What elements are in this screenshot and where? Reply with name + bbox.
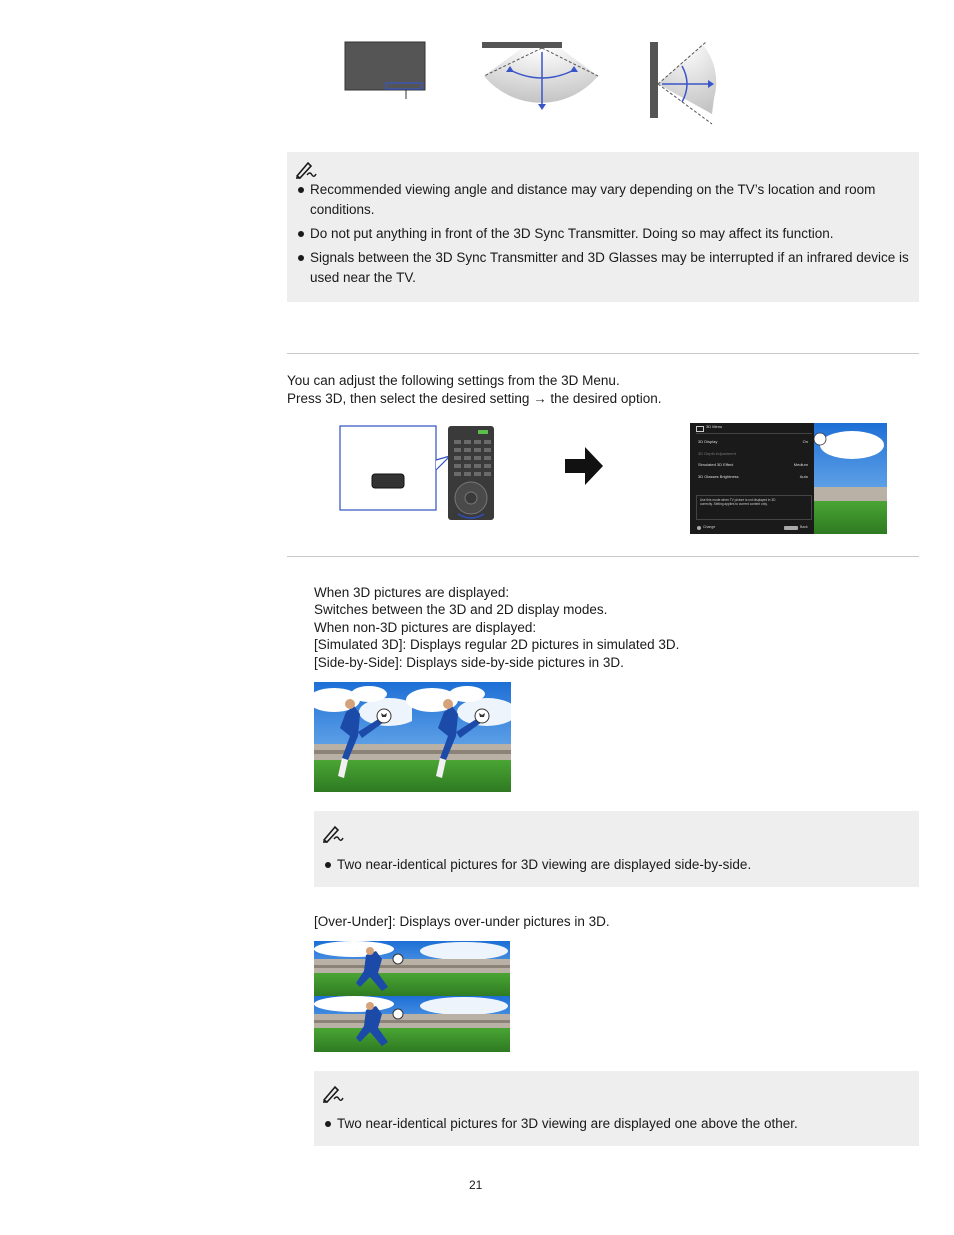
note-pen-icon xyxy=(321,823,345,843)
over-under-text: [Over-Under]: Displays over-under pictures in 3D. xyxy=(314,914,610,929)
over-under-image xyxy=(314,941,510,1052)
note-box-over-under xyxy=(314,1071,919,1146)
menu-row-glasses-brightness[interactable]: 3D Glasses Brightness Auto xyxy=(698,474,808,479)
menu-return-button-icon xyxy=(784,526,798,530)
display-line: When non-3D pictures are displayed: xyxy=(314,620,537,635)
menu-row-depth-adjustment[interactable]: 3D Depth Adjustment xyxy=(698,451,736,456)
menu-change-icon xyxy=(697,526,701,530)
note-item: Two near-identical pictures for 3D viewing are displayed one above the other. xyxy=(314,1114,914,1134)
section-divider xyxy=(287,556,919,557)
note-pen-icon xyxy=(294,159,318,179)
section-divider xyxy=(287,353,919,354)
menu-title: 3D Menu xyxy=(706,424,723,429)
vertical-viewing-angle-illustration xyxy=(648,40,720,126)
tv-front-illustration xyxy=(344,41,428,101)
note-item: Do not put anything in front of the 3D Sync Transmitter. Doing so may affect its function. xyxy=(287,224,912,244)
3d-menu-screen xyxy=(690,423,887,534)
note-box-viewing xyxy=(287,152,919,302)
menu-row-simulated-effect[interactable]: Simulated 3D Effect Medium xyxy=(698,462,808,467)
side-by-side-image xyxy=(314,682,511,793)
menu-background-photo xyxy=(812,423,887,534)
remote-control-illustration xyxy=(338,424,498,520)
note-list xyxy=(314,855,914,879)
note-pen-icon xyxy=(321,1083,345,1103)
horizontal-viewing-angle-illustration xyxy=(480,40,606,116)
display-line: [Simulated 3D]: Displays regular 2D pictures in simulated 3D. xyxy=(314,637,680,652)
menu-instruction-text: Press 3D, then select the desired setting → the desired option. xyxy=(287,391,662,406)
note-list xyxy=(287,180,912,292)
right-arrow-icon xyxy=(565,447,605,487)
display-line: Switches between the 3D and 2D display modes. xyxy=(314,602,608,617)
note-item: Signals between the 3D Sync Transmitter and 3D Glasses may be interrupted if an infrared device is used near the TV. xyxy=(287,248,912,288)
menu-row-3d-display[interactable]: 3D Display On xyxy=(698,439,808,444)
menu-help-text: Use this mode when TV picture is not displayed in 3D correctly. Setting applies to current content only. xyxy=(700,498,776,507)
display-line: When 3D pictures are displayed: xyxy=(314,585,510,600)
menu-3d-icon xyxy=(696,426,704,432)
note-list xyxy=(314,1114,914,1138)
display-line: [Side-by-Side]: Displays side-by-side pictures in 3D. xyxy=(314,655,624,670)
note-box-side-by-side xyxy=(314,811,919,887)
menu-intro-text: You can adjust the following settings from the 3D Menu. xyxy=(287,373,620,388)
page-number: 21 xyxy=(469,1178,483,1192)
menu-footer-back: Back xyxy=(800,525,808,529)
menu-footer-change: Change xyxy=(703,525,716,529)
note-item: Recommended viewing angle and distance may vary depending on the TV’s location and room conditions. xyxy=(287,180,912,220)
note-item: Two near-identical pictures for 3D viewing are displayed side-by-side. xyxy=(314,855,914,875)
